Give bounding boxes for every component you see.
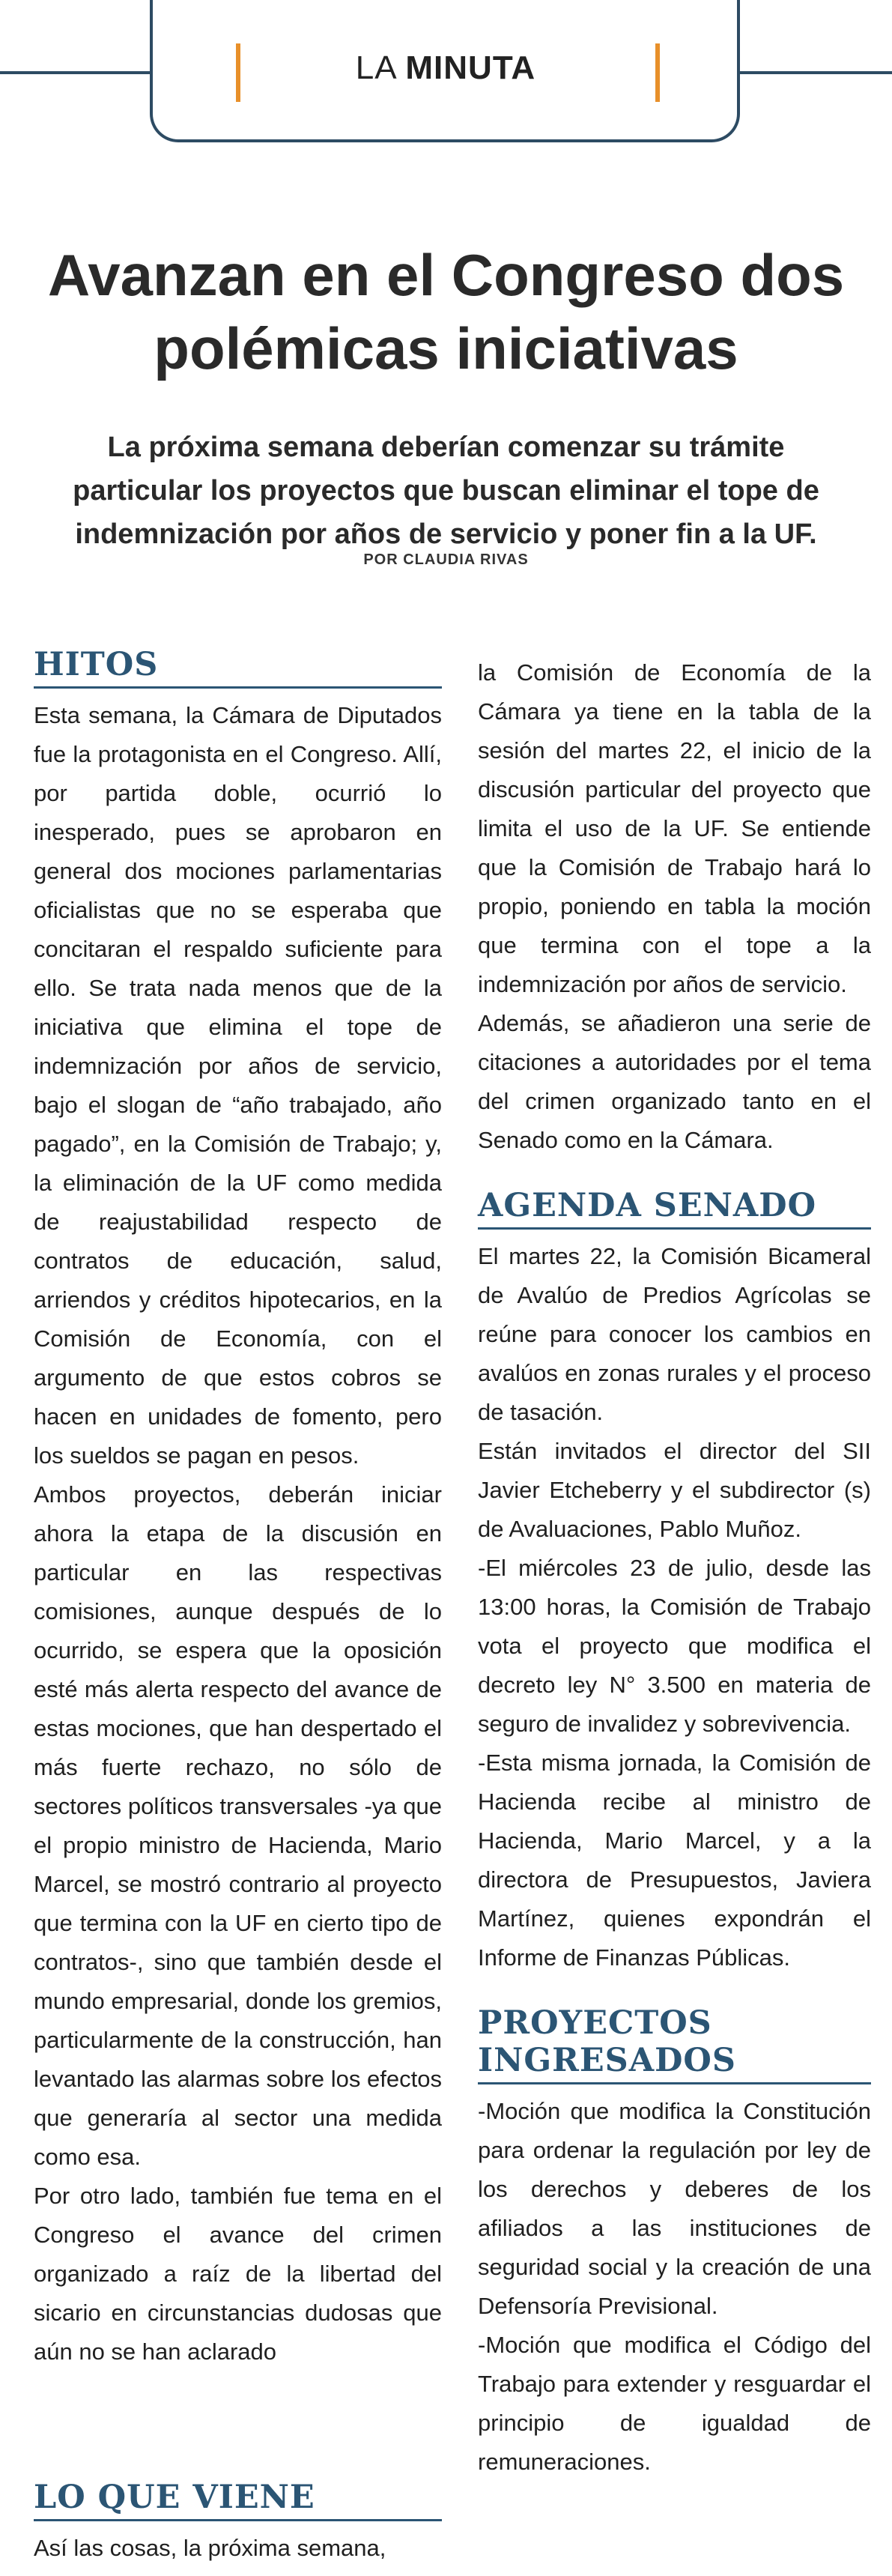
section-heading-lo-que-viene: LO QUE VIENE xyxy=(34,2479,442,2521)
section-heading-hitos: HITOS xyxy=(34,646,442,689)
section-heading-agenda-senado: AGENDA SENADO xyxy=(478,1187,871,1230)
article-dek: La próxima semana deberían comenzar su trámite particular los proyectos que buscan eliminar el tope de indemnización por años de servicio y poner fin a la UF. xyxy=(73,432,819,550)
header-rule-left xyxy=(0,71,150,74)
column-left xyxy=(34,646,442,2371)
proyectos-heading-line2: INGRESADOS xyxy=(478,2042,736,2079)
agenda-senado-paragraph: Están invitados el director del SII Javier Etcheberry y el subdirector (s) de Avaluaciones, Pablo Muñoz. xyxy=(478,1438,871,1542)
article-title: Avanzan en el Congreso dos polémicas iniciativas xyxy=(47,242,845,381)
column-left-bottom xyxy=(34,2479,442,2568)
proyectos-paragraph: -Moción que modifica el Código del Trabajo para extender y resguardar el principio de igualdad de remuneraciones. xyxy=(478,2332,871,2475)
header-accent-bar-right xyxy=(655,43,660,102)
header-accent-bar-left xyxy=(236,43,240,102)
section-label-bold: MINUTA xyxy=(405,49,536,86)
hitos-paragraph: Esta semana, la Cámara de Diputados fue la protagonista en el Congreso. Allí, por partida doble, ocurrió lo inesperado, pues se aprobaron en general dos mociones parlamentarias oficialistas que no se esperaba que concitaran el respaldo suficiente para ello. Se trata nada menos que de la iniciativa que elimina el tope de indemnización por años de servicio, bajo el slogan de “año trabajado, año pagado”, en la Comisión de Trabajo; y, la eliminación de la UF como medida de reajustabilidad respecto de contratos de educación, salud, arriendos y créditos hipotecarios, en la Comisión de Economía, con el argumento de que estos cobros se hacen en unidades de fomento, pero los sueldos se pagan en pesos. xyxy=(34,702,442,1469)
lo-que-viene-continued: la Comisión de Economía de la Cámara ya tiene en la tabla de la sesión del martes 22, el inicio de la discusión particular del proyecto que limita el uso de la UF. Se entiende que la Comisión de Trabajo hará lo propio, poniendo en tabla la moción que termina con el tope a la indemnización por años de servicio. xyxy=(478,659,871,997)
column-right xyxy=(478,653,871,2482)
agenda-senado-paragraph: -Esta misma jornada, la Comisión de Hacienda recibe al ministro de Hacienda, Mario Marcel, y a la directora de Presupuestos, Javiera Martínez, quienes expondrán el Informe de Finanzas Públicas. xyxy=(478,1750,871,1971)
proyectos-heading-line1: PROYECTOS xyxy=(478,2004,712,2042)
proyectos-paragraph: -Moción que modifica la Constitución para ordenar la regulación por ley de los derechos y deberes de los afiliados a las instituciones de seguridad social y la creación de una Defensoría Previsional. xyxy=(478,2098,871,2319)
byline: POR CLAUDIA RIVAS xyxy=(363,551,529,568)
section-label xyxy=(247,49,644,87)
agenda-senado-paragraph: El martes 22, la Comisión Bicameral de Avalúo de Predios Agrícolas se reúne para conocer los cambios en avalúos en zonas rurales y el proceso de tasación. xyxy=(478,1243,871,1425)
section-label-light: LA xyxy=(355,49,396,86)
hitos-paragraph: Por otro lado, también fue tema en el Congreso el avance del crimen organizado a raíz de la libertad del sicario en circunstancias dudosas que aún no se han aclarado xyxy=(34,2183,442,2365)
header-rule-right xyxy=(740,71,892,74)
lo-que-viene-paragraph: Además, se añadieron una serie de citaciones a autoridades por el tema del crimen organizado tanto en el Senado como en la Cámara. xyxy=(478,1010,871,1153)
hitos-paragraph: Ambos proyectos, deberán iniciar ahora la etapa de la discusión en particular en las respectivas comisiones, aunque después de lo ocurrido, se espera que la oposición esté más alerta respecto del avance de estas mociones, que han despertado el más fuerte rechazo, no sólo de sectores políticos transversales -ya que el propio ministro de Hacienda, Mario Marcel, se mostró contrario al proyecto que termina con la UF en cierto tipo de contratos-, sino que también desde el mundo empresarial, donde los gremios, particularmente de la construcción, han levantado las alarmas sobre los efectos que generaría al sector una medida como esa. xyxy=(34,1481,442,2170)
section-heading-proyectos-ingresados xyxy=(478,2004,871,2084)
lo-que-viene-paragraph: Así las cosas, la próxima semana, xyxy=(34,2535,386,2561)
agenda-senado-paragraph: -El miércoles 23 de julio, desde las 13:00 horas, la Comisión de Trabajo vota el proyecto que modifica el decreto ley N° 3.500 en materia de seguro de invalidez y sobrevivencia. xyxy=(478,1555,871,1737)
